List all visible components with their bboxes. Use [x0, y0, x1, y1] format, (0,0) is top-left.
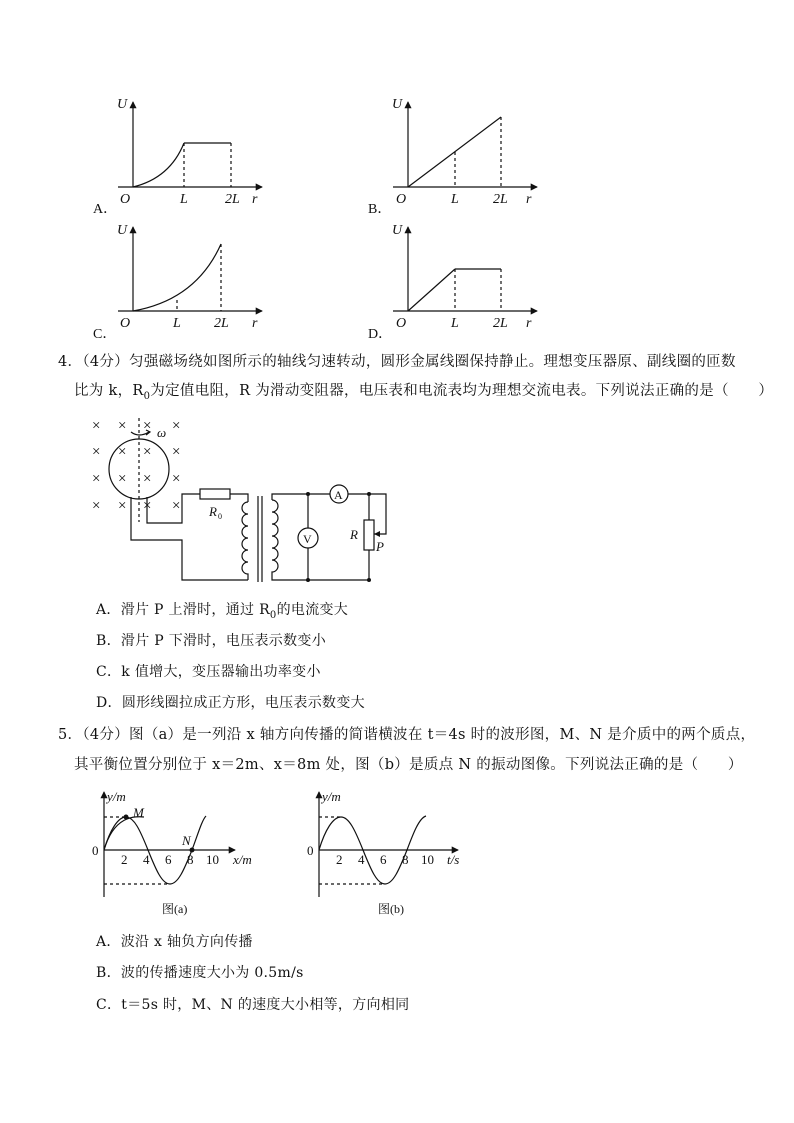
- wave-a-ylabel: y/m: [107, 789, 126, 804]
- wave-a-tick-10: 10: [206, 852, 219, 867]
- wave-a-tick-4: 4: [143, 852, 150, 867]
- wave-a-tick-8: 8: [187, 852, 194, 867]
- graph-d-l-tick: L: [451, 316, 459, 331]
- graph-a-r-label: r: [252, 192, 258, 207]
- field-cross: ×: [172, 498, 181, 514]
- graph-b-origin: O: [396, 192, 407, 207]
- field-cross: ×: [92, 418, 101, 434]
- r0-subscript: 0: [218, 512, 222, 521]
- field-cross: ×: [143, 498, 152, 514]
- wave-b-ylabel: y/m: [322, 789, 341, 804]
- rheostat: [364, 520, 374, 550]
- graph-c-u-label: U: [117, 223, 128, 238]
- option-d-letter: D．: [368, 327, 393, 342]
- graph-d: [393, 227, 537, 311]
- q4-score: （4分）: [82, 354, 130, 370]
- wave-b-tick-10: 10: [421, 852, 434, 867]
- option-c-letter: C．: [93, 327, 117, 342]
- answer-graphs: [0, 88, 794, 343]
- slider-label: P: [376, 539, 384, 554]
- graph-a-origin: O: [120, 192, 131, 207]
- q4-option-d: D．圆形线圈拉成正方形，电压表示数变大: [96, 695, 365, 711]
- graph-c: [118, 227, 262, 311]
- field-cross: ×: [118, 418, 127, 434]
- graph-c-2l-tick: 2L: [214, 316, 229, 331]
- point-m-label: M: [133, 805, 144, 820]
- field-cross: ×: [172, 471, 181, 487]
- field-cross: ×: [118, 444, 127, 460]
- q5-score: （4分）: [82, 727, 130, 743]
- option-a-letter: A．: [93, 202, 118, 217]
- wave-a-tick-6: 6: [165, 852, 172, 867]
- wave-b-tick-2: 2: [336, 852, 343, 867]
- field-cross: ×: [172, 444, 181, 460]
- wave-b-tick-4: 4: [358, 852, 365, 867]
- rheostat-label: R: [350, 527, 358, 542]
- q4-option-a: A．滑片 P 上滑时，通过 $R_0$的电流变大: [96, 602, 349, 621]
- q5-option-c: C．t＝5s 时，M、N 的速度大小相等，方向相同: [96, 997, 410, 1013]
- q5-number: 5．: [58, 727, 83, 743]
- graph-d-r-label: r: [526, 316, 532, 331]
- resistor-r0: [200, 489, 230, 499]
- graph-b: [393, 102, 537, 187]
- wave-a-caption: 图(a): [162, 902, 188, 916]
- field-cross: ×: [92, 498, 101, 514]
- wave-b-zero: 0: [307, 843, 314, 858]
- wave-a-zero: 0: [92, 843, 99, 858]
- option-b-letter: B．: [368, 202, 392, 217]
- q5-option-a: A．波沿 x 轴负方向传播: [96, 934, 253, 950]
- q4-stem-line2: 比为 k，$R_0$为定值电阻，R 为滑动变阻器，电压表和电流表均为理想交流电表。下列说法正确的是（ ）: [74, 383, 774, 402]
- ammeter-label: A: [334, 488, 343, 502]
- omega-label: ω: [157, 425, 167, 440]
- q4-stem-line1: [58, 352, 736, 372]
- graph-b-u-label: U: [392, 97, 403, 112]
- graph-a-u-label: U: [117, 97, 128, 112]
- q4-text-1: 匀强磁场绕如图所示的轴线匀速转动，圆形金属线圈保持静止。理想变压器原、副线圈的匝数: [129, 354, 736, 370]
- wave-graph-a: [104, 792, 235, 897]
- graph-d-u-label: U: [392, 223, 403, 238]
- field-cross: ×: [92, 471, 101, 487]
- q5-option-b: B．波的传播速度大小为 0.5m/s: [96, 965, 304, 981]
- graph-a-curve: [133, 143, 184, 187]
- wave-a-tick-2: 2: [121, 852, 128, 867]
- point-m: [124, 815, 129, 820]
- field-cross: ×: [143, 418, 152, 434]
- field-cross: ×: [92, 444, 101, 460]
- graph-b-r-label: r: [526, 192, 532, 207]
- wave-b-xlabel: t/s: [447, 852, 460, 867]
- wave-graph-b: [319, 792, 458, 897]
- field-cross: ×: [172, 418, 181, 434]
- graph-a-l-tick: L: [180, 192, 188, 207]
- field-cross: ×: [118, 498, 127, 514]
- q5-text-1: 图（a）是一列沿 x 轴方向传播的简谐横波在 t＝4s 时的波形图，M、N 是介质中的两个质点，: [129, 727, 756, 743]
- graph-d-2l-tick: 2L: [493, 316, 508, 331]
- graph-a-2l-tick: 2L: [225, 192, 240, 207]
- graph-d-line: [408, 269, 455, 311]
- point-n-label: N: [182, 833, 191, 848]
- field-cross: ×: [143, 444, 152, 460]
- r0-label: R: [209, 504, 217, 519]
- q4-option-b: B．滑片 P 下滑时，电压表示数变小: [96, 633, 327, 649]
- wave-b-caption: 图(b): [378, 902, 404, 916]
- graph-c-r-label: r: [252, 316, 258, 331]
- q5-wave-graphs: [0, 785, 794, 925]
- q5-stem-line2: 其平衡位置分别位于 x＝2m、x＝8m 处，图（b）是质点 N 的振动图像。下列说法正确的是（ ）: [74, 757, 743, 773]
- graph-a: [118, 102, 262, 187]
- primary-coil: [242, 502, 248, 580]
- voltmeter-label: V: [303, 532, 312, 546]
- q4-number: 4．: [58, 354, 83, 370]
- q4-option-c: C．k 值增大，变压器输出功率变小: [96, 664, 321, 680]
- graph-c-l-tick: L: [173, 316, 181, 331]
- graph-c-origin: O: [120, 316, 131, 331]
- field-cross: ×: [118, 471, 127, 487]
- wave-a-xlabel: x/m: [233, 852, 252, 867]
- field-cross: ×: [143, 471, 152, 487]
- q4-circuit-diagram: [0, 410, 794, 590]
- graph-d-origin: O: [396, 316, 407, 331]
- graph-b-l-tick: L: [451, 192, 459, 207]
- q5-stem-line1: [58, 725, 755, 745]
- wave-b-tick-8: 8: [402, 852, 409, 867]
- wave-b-tick-6: 6: [380, 852, 387, 867]
- secondary-coil: [272, 500, 278, 578]
- graph-b-2l-tick: 2L: [493, 192, 508, 207]
